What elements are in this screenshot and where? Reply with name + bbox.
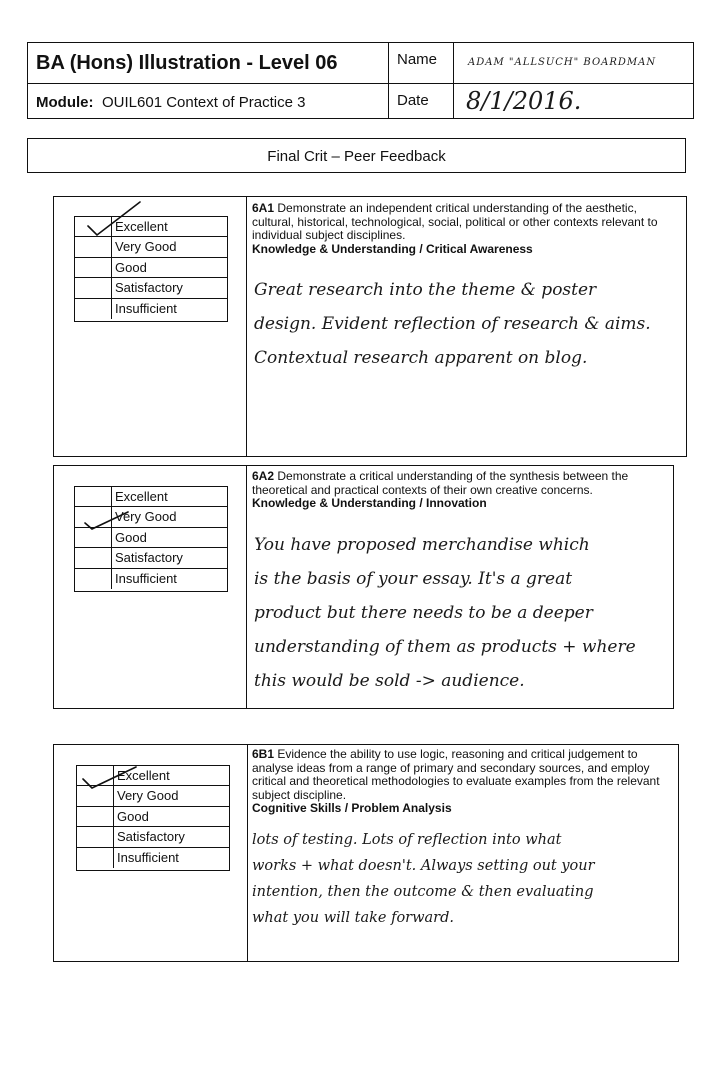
criterion-text: [252, 202, 682, 256]
form-subtitle-box: [27, 138, 686, 173]
check-mark-icon: [82, 509, 132, 531]
grade-label: Excellent: [117, 768, 170, 783]
grade-checkbox[interactable]: [75, 237, 112, 256]
criterion-code: 6B1: [252, 747, 275, 761]
module-label: Module:: [36, 94, 94, 111]
criterion-category: Knowledge & Understanding / Innovation: [252, 496, 487, 511]
date-value: 8/1/2016.: [466, 87, 582, 115]
form-subtitle: Final Crit – Peer Feedback: [267, 148, 446, 165]
grade-label: Very Good: [115, 509, 177, 525]
criterion-category: Cognitive Skills / Problem Analysis: [252, 801, 452, 816]
grade-checkbox[interactable]: [75, 299, 112, 319]
feedback-line: this would be sold -> audience.: [254, 671, 525, 691]
grade-label: Satisfactory: [115, 280, 183, 296]
feedback-line: Contextual research apparent on blog.: [254, 348, 588, 368]
name-value: ADAM "ALLSUCH" BOARDMAN: [468, 57, 657, 68]
feedback-line: understanding of them as products + where: [254, 637, 636, 657]
feedback-line: product but there needs to be a deeper: [254, 603, 593, 623]
grade-row-insufficient[interactable]: [75, 569, 227, 589]
grade-label: Insufficient: [115, 300, 177, 316]
grade-checkbox[interactable]: [77, 827, 114, 846]
name-label: Name: [397, 51, 438, 68]
feedback-handwriting: [254, 528, 636, 698]
grade-label: Insufficient: [115, 570, 177, 586]
feedback-line: what you will take forward.: [252, 910, 454, 926]
feedback-line: You have proposed merchandise which: [254, 535, 590, 555]
grade-checkbox[interactable]: [75, 569, 112, 589]
feedback-handwriting: [254, 273, 651, 375]
grade-checkbox[interactable]: [77, 848, 114, 868]
criterion-category: Knowledge & Understanding / Critical Awareness: [252, 241, 533, 256]
grade-row-good[interactable]: [77, 807, 229, 827]
grade-label: Insufficient: [117, 849, 179, 865]
grade-label: Good: [115, 529, 147, 545]
grade-checkbox[interactable]: [75, 548, 112, 567]
grade-table: [74, 486, 228, 592]
grade-row-insufficient[interactable]: [77, 848, 229, 868]
check-mark-icon: [84, 200, 144, 238]
grade-label: Excellent: [115, 489, 168, 504]
feedback-handwriting: [252, 827, 595, 931]
feedback-line: intention, then the outcome & then evaluating: [252, 884, 594, 900]
grade-row-satisfactory[interactable]: [77, 827, 229, 847]
section-divider: [246, 197, 247, 456]
grade-checkbox[interactable]: [77, 807, 114, 826]
check-mark-icon: [80, 765, 140, 791]
grade-label: Very Good: [115, 239, 177, 255]
criterion-description: Evidence the ability to use logic, reasoning and critical judgement to analyse ideas from a range of primary and secondary sources, and employ critical and theoretical methodologies to evaluate examples from the relevant subject discipline.: [252, 747, 660, 802]
grade-label: Satisfactory: [117, 829, 185, 845]
grade-checkbox[interactable]: [75, 487, 112, 506]
date-label: Date: [397, 92, 429, 109]
criterion-description: Demonstrate a critical understanding of the synthesis between the theoretical and practical contexts of their own creative concerns.: [252, 469, 629, 497]
grade-label: Good: [115, 259, 147, 275]
course-title-cell: [27, 42, 389, 84]
grade-row-satisfactory[interactable]: [75, 548, 227, 568]
grade-row-good[interactable]: [75, 258, 227, 278]
feedback-line: is the basis of your essay. It's a great: [254, 569, 573, 589]
criterion-description: Demonstrate an independent critical understanding of the aesthetic, cultural, historical, technological, social, political or other contexts relevant to individual subject disciplines.: [252, 201, 658, 243]
grade-row-insufficient[interactable]: [75, 299, 227, 319]
date-value-cell: [453, 83, 694, 119]
name-label-cell: [388, 42, 454, 84]
grade-checkbox[interactable]: [75, 258, 112, 277]
course-title: BA (Hons) Illustration - Level 06: [36, 52, 338, 74]
date-label-cell: [388, 83, 454, 119]
grade-row-excellent[interactable]: [75, 487, 227, 507]
section-6a2: [53, 465, 674, 709]
section-6b1: [53, 744, 679, 962]
feedback-line: Great research into the theme & poster: [254, 280, 597, 300]
module-value: OUIL601 Context of Practice 3: [102, 94, 306, 111]
module-cell: [27, 83, 389, 119]
criterion-text: [252, 470, 667, 511]
grade-label: Very Good: [117, 788, 179, 804]
feedback-line: design. Evident reflection of research & aims.: [254, 314, 651, 334]
section-divider: [247, 745, 248, 961]
grade-label: Good: [117, 808, 149, 824]
grade-label: Excellent: [115, 219, 168, 234]
criterion-text: [252, 748, 676, 816]
grade-checkbox[interactable]: [75, 278, 112, 297]
criterion-code: 6A2: [252, 469, 275, 483]
section-6a1: [53, 196, 687, 457]
grade-label: Satisfactory: [115, 550, 183, 566]
feedback-line: works + what doesn't. Always setting out your: [252, 858, 595, 874]
feedback-line: lots of testing. Lots of reflection into what: [252, 832, 562, 848]
section-divider: [246, 466, 247, 708]
grade-row-satisfactory[interactable]: [75, 278, 227, 298]
grade-row-very-good[interactable]: [75, 237, 227, 257]
criterion-code: 6A1: [252, 201, 275, 215]
name-value-cell: [453, 42, 694, 84]
